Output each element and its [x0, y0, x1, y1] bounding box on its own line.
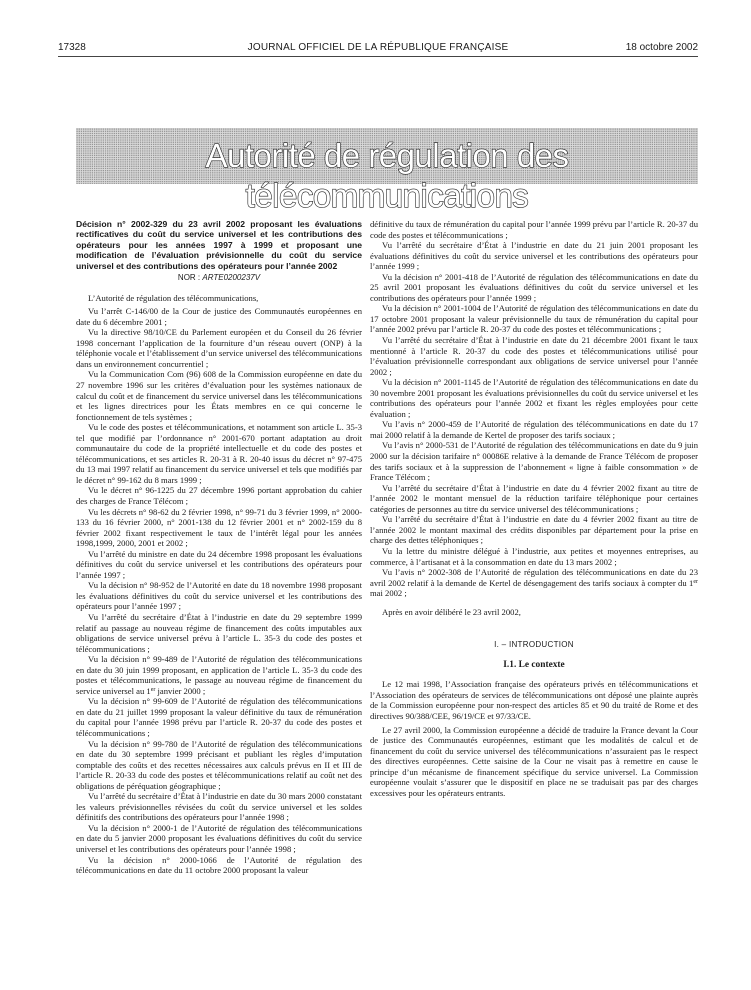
context-paragraphs — [370, 679, 698, 798]
paragraph: Vu la décision n° 2001-418 de l’Autorité de régulation des télécommunications en date du 25 avril 2001 proposant les évaluations définitives du coût du service universel et les contributions des opérateurs pour l’année 1999 ; — [370, 271, 698, 303]
paragraph: Vu l’arrêté du secrétaire d’État à l’industrie en date du 21 juin 2001 proposant les évaluations définitives du coût du service universel et les contributions des opérateurs pour l’année 1999 ; — [370, 240, 698, 272]
left-column — [76, 219, 362, 876]
paragraph: Vu la décision n° 99-609 de l’Autorité de régulation des télécommunications en date du 21 juillet 1999 proposant la valeur définitive du taux de rémunération du capital pour l’année 1998 prévu par l’article R. 20-37 du code des postes et télécommunications ; — [76, 696, 362, 738]
decision-title: Décision n° 2002-329 du 23 avril 2002 proposant les évaluations rectificatives du coût du service universel et les contributions des opérateurs pour les années 1997 à 1999 et proposant une modification de l’évaluation prévisionnelle du coût du service universel et des contributions des opérateurs pour l’année 2002 — [76, 219, 362, 271]
paragraph: Vu le décret n° 96-1225 du 27 décembre 1996 portant approbation du cahier des charges de France Télécom ; — [76, 485, 362, 506]
section-heading: I. – INTRODUCTION — [494, 640, 574, 650]
nor-code: ARTE0200237V — [202, 273, 261, 283]
paragraph: Le 27 avril 2000, la Commission européenne a décidé de traduire la France devant la Cour de justice des Communautés européennes, estimant que les modalités de calcul et de financement du coût du service universel des télécommunications n’assuraient pas le respect des directives européennes. Cette saisine de la Cour ne visait pas à remettre en cause le principe d’un mécanisme de financement spécifique du service universel. La Commission européenne voulait s’assurer que le dispositif en place ne se traduisait pas par des charges excessives pour les opérateurs entrants. — [370, 724, 698, 798]
paragraph: définitive du taux de rémunération du capital pour l’année 1999 prévu par l’article R. 20-37 du code des postes et télécommunications ; — [370, 219, 698, 240]
paragraph: Vu la décision n° 2000-1 de l’Autorité de régulation des télécommunications en date du 5 janvier 2000 proposant les évaluations définitives du coût du service universel et les contributions des opérateurs pour l’année 1998 ; — [76, 822, 362, 855]
paragraph: Vu la décision n° 99-780 de l’Autorité de régulation des télécommunications en date du 30 septembre 1999 précisant et publiant les règles d’imputation comptable des coûts et des recettes nécessaires aux calculs prévus en II et III de l’article R. 20-33 du code des postes et télécommunications relatif au coût net des obligations de péréquation géographique ; — [76, 738, 362, 791]
nor-reference — [76, 273, 362, 284]
paragraph: Vu l’arrêté du secrétaire d’État à l’industrie en date du 29 septembre 1999 relatif au passage au nouveau régime de financement des coûts imputables aux obligations de service universel prévu à l’article L. 35-3 du code des postes et télécommunications ; — [76, 611, 362, 654]
paragraph: Vu la directive 98/10/CE du Parlement européen et du Conseil du 26 février 1998 concernant l’application de la fourniture d’un réseau ouvert (ONP) à la téléphonie vocale et l’établissement d’un service universel des télécommunications dans un environnement concurrentiel ; — [76, 327, 362, 369]
paragraph: Vu l’arrêté du secrétaire d’État à l’industrie en date du 21 décembre 2001 fixant le taux mentionné à l’article R. 20-37 du code des postes et télécommunications utilisé pour l’évaluation prévisionnelle correspondant aux obligations de service universel pour l’année 2002 ; — [370, 335, 698, 377]
journal-title: JOURNAL OFFICIEL DE LA RÉPUBLIQUE FRANÇAISE — [247, 42, 509, 53]
ordinal-superscript: er — [693, 578, 698, 585]
paragraph: Vu la décision n° 98-952 de l’Autorité en date du 18 novembre 1998 proposant les évaluations définitives du coût du service universel et les contributions des opérateurs pour l’année 1997 ; — [76, 580, 362, 612]
paragraph: Vu l’avis n° 2000-531 de l’Autorité de régulation des télécommunications en date du 9 juin 2000 sur la décision tarifaire n° 00086E relative à la demande de France Télécom de proposer des tarifs sociaux et à la suppression de l’abonnement « ligne à faible consommation » de France Télécom ; — [370, 440, 698, 483]
paragraph: Vu l’arrêt C-146/00 de la Cour de justice des Communautés européennes en date du 6 décembre 2001 ; — [76, 306, 362, 327]
paragraph: Le 12 mai 1998, l’Association française des opérateurs privés en télécommunications et l’Association des opérateurs de services de télécommunications ont déposé une plainte auprès de la Commission européenne pour non-respect des articles 85 et 90 du traité de Rome et des directives 90/388/CEE, 96/19/CE et 97/33/CE. — [370, 679, 698, 721]
paragraph: Vu la décision n° 2001-1145 de l’Autorité de régulation des télécommunications en date du 30 novembre 2001 proposant les évaluations prévisionnelles du coût du service universel et les contributions des opérateurs pour l’année 2002 et fixant les règles employées pour cette évaluation ; — [370, 377, 698, 419]
paragraph: Vu l’avis n° 2002-308 de l’Autorité de régulation des télécommunications en date du 23 avril 2002 relatif à la demande de Kertel de désengagement des tarifs sociaux à compter du 1er mai 2002 ; — [370, 567, 698, 599]
paragraph: Vu la décision n° 2000-1066 de l’Autorité de régulation des télécommunications en date du 11 octobre 2000 proposant la valeur — [76, 854, 362, 876]
section-band — [76, 128, 698, 214]
ordinal-superscript: er — [150, 686, 156, 693]
paragraph: Vu la décision n° 2001-1004 de l’Autorité de régulation des télécommunications en date du 17 octobre 2001 proposant la valeur prévisionnelle du taux de rémunération du capital pour l’année 2002 prévu par l’article R. 20-37 du code des postes et télécommunications ; — [370, 303, 698, 335]
page-header — [58, 40, 698, 57]
paragraph: Vu l’arrêté du secrétaire d’État à l’industrie en date du 30 mars 2000 constatant les valeurs prévisionnelles révisées du coût du service universel et les soldes définitifs des contributions des opérateurs pour l’année 1998 ; — [76, 791, 362, 823]
paragraph: L’Autorité de régulation des télécommunications, — [88, 292, 259, 303]
subsection-heading: I.1. Le contexte — [503, 659, 565, 670]
issue-date: 18 octobre 2002 — [625, 42, 698, 53]
paragraph: Vu le code des postes et télécommunications, et notamment son article L. 35-3 tel que modifié par l’ordonnance n° 2001-670 portant adaptation au droit communautaire du code de la propriété intellectuelle et du code des postes et télécommunications, et ses articles R. 20-31 à R. 20-40 issus du décret n° 97-475 du 13 mai 1997 relatif au financement du service universel et tels que modifiés par le décret n° 99-162 du 8 mars 1999 ; — [76, 422, 362, 485]
paragraph: Vu l’arrêté du ministre en date du 24 décembre 1998 proposant les évaluations définitives du coût du service universel et les contributions des opérateurs pour l’année 1997 ; — [76, 548, 362, 580]
paragraph: Vu la Communication Com (96) 608 de la Commission européenne en date du 27 novembre 1996 sur les critères d’évaluation pour les systèmes nationaux de calcul du coût et de financement du service universel dans les télécommunications et les lignes directrices pour les États membres en ce qui concerne le fonctionnement de tels systèmes ; — [76, 369, 362, 422]
right-paragraphs — [370, 219, 698, 617]
paragraph: Vu l’avis n° 2000-459 de l’Autorité de régulation des télécommunications en date du 17 mai 2000 relatif à la demande de Kertel de proposer des tarifs sociaux ; — [370, 419, 698, 440]
right-column — [370, 219, 698, 798]
paragraph: Vu l’arrêté du secrétaire d’État à l’industrie en date du 4 février 2002 fixant au titre de l’année 2002 le montant maximal des crédits disponibles par département pour la prise en charge des dettes téléphoniques ; — [370, 514, 698, 546]
page-number: 17328 — [58, 42, 86, 53]
nor-label: NOR : — [177, 273, 201, 283]
paragraph: Vu la lettre du ministre délégué à l’industrie, aux petites et moyennes entreprises, au commerce, à l’artisanat et à la consommation en date du 13 mars 2002 ; — [370, 545, 698, 567]
left-paragraphs — [76, 293, 362, 876]
authority-title: Autorité de régulation des télécommunications — [205, 137, 569, 214]
paragraph: Vu les décrets n° 98-62 du 2 février 1998, n° 99-71 du 3 février 1999, n° 2000-133 du 16 février 2000, n° 2001-138 du 12 février 2001 et n° 2002-159 du 8 février 2002 fixant respectivement le taux de l’intérêt légal pour les années 1998,1999, 2000, 2001 et 2002 ; — [76, 506, 362, 549]
paragraph: Après en avoir délibéré le 23 avril 2002, — [382, 606, 521, 617]
paragraph: Vu l’arrêté du secrétaire d’État à l’industrie en date du 4 février 2002 fixant au titre de l’année 2002 le montant mensuel de la réduction tarifaire téléphonique pour certaines catégories de personnes au titre du service universel des télécommunications ; — [370, 482, 698, 514]
paragraph: Vu la décision n° 99-489 de l’Autorité de régulation des télécommunications en date du 30 juin 1999 proposant, en application de l’article L. 35-3 du code des postes et télécommunications, le passage au nouveau régime de financement du service universel au 1er janvier 2000 ; — [76, 654, 362, 696]
